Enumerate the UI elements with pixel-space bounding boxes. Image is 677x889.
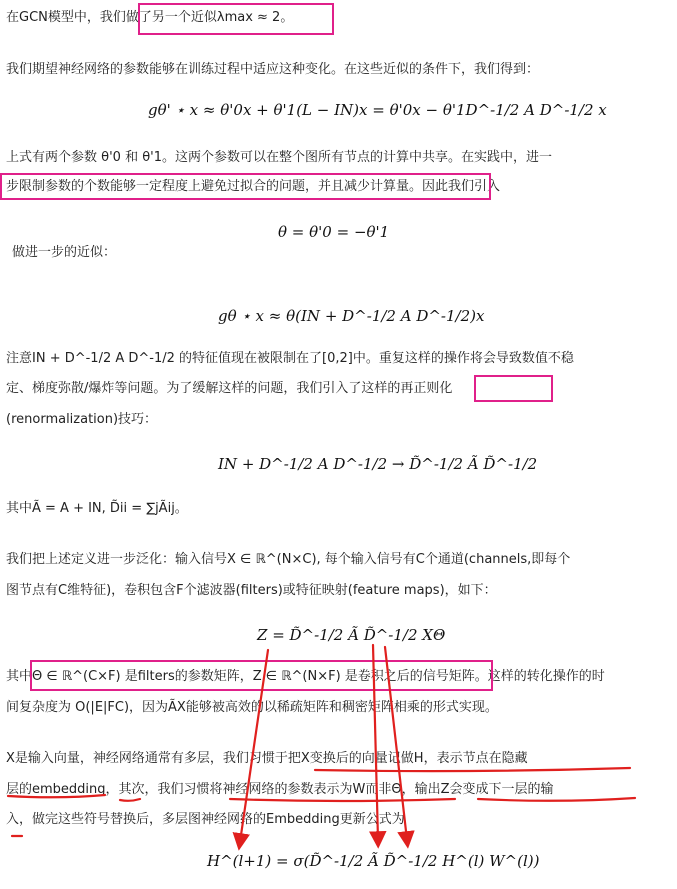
line-7: 定、梯度弥散/爆炸等问题。为了缓解这样的问题，我们引入了这样的再正则化: [6, 381, 453, 396]
line-16: 入，做完这些符号替换后，多层图神经网络的Embedding更新公式为: [6, 812, 405, 827]
line-14: X是输入向量，神经网络通常有多层，我们习惯于把X变换后的向量记做H，表示节点在隐藏: [6, 751, 528, 766]
equation-6: H^(l+1) = σ(D̃^-1/2 Ã D̃^-1/2 H^(l) W^(l)): [207, 852, 540, 870]
line-13: 间复杂度为 O(|E|FC)，因为ÃX能够被高效的以稀疏矩阵和稠密矩阵相乘的形式实现。: [6, 700, 498, 715]
line-10: 我们把上述定义进一步泛化：输入信号X ∈ ℝ^(N×C), 每个输入信号有C个通道(channels,即每个: [6, 552, 571, 567]
line-11: 图节点有C维特征)，卷积包含F个滤波器(filters)或特征映射(feature maps)，如下：: [6, 583, 497, 598]
line-2: 我们期望神经网络的参数能够在训练过程中适应这种变化。在这些近似的条件下，我们得到：: [6, 62, 540, 77]
arrow-theta-to-w: [373, 645, 378, 840]
line-4: 步限制参数的个数能够一定程度上避免过拟合的问题，并且减少计算量。因此我们引入: [6, 179, 501, 194]
equation-1: gθ' ⋆ x ≈ θ'0x + θ'1(L − IN)x = θ'0x − θ'1D^-1/2 A D^-1/2 x: [148, 101, 607, 119]
underline-hidden-layer: [315, 768, 630, 771]
underline-embedding-2: [120, 799, 140, 801]
underline-output-z: [478, 798, 635, 801]
arrow-z-to-h-left: [240, 650, 268, 842]
underline-embedding-1: [8, 795, 105, 797]
equation-5: Z = D̃^-1/2 Ã D̃^-1/2 XΘ: [257, 626, 446, 644]
line-6: 注意IN + D^-1/2 A D^-1/2 的特征值现在被限制在了[0,2]中。重复这样的操作将会导致数值不稳: [6, 351, 574, 366]
equation-4: IN + D^-1/2 A D^-1/2 → D̃^-1/2 Ã D̃^-1/2: [218, 455, 538, 473]
line-9: 其中Ã = A + IN, D̃ii = ∑jÃij。: [6, 501, 188, 516]
line-1: 在GCN模型中，我们做了另一个近似λmax ≈ 2。: [6, 10, 294, 25]
line-15: 层的embedding，其次，我们习惯将神经网络的参数表示为W而非Θ，输出Z会变成下一层的输: [6, 782, 554, 797]
line-8: (renormalization)技巧：: [6, 412, 158, 427]
line-5: 做进一步的近似：: [12, 245, 117, 260]
equation-2: θ = θ'0 = −θ'1: [278, 223, 390, 241]
underline-param-w: [230, 799, 455, 801]
line-12: 其中Θ ∈ ℝ^(C×F) 是filters的参数矩阵，Z ∈ ℝ^(N×F) 是卷积之后的信号矩阵。这样的转化操作的时: [6, 669, 605, 684]
line-3: 上式有两个参数 θ'0 和 θ'1。这两个参数可以在整个图所有节点的计算中共享。在实践中，进一: [6, 150, 552, 165]
equation-3: gθ ⋆ x ≈ θ(IN + D^-1/2 A D^-1/2)x: [218, 307, 485, 325]
arrow-x-to-h: [385, 647, 407, 840]
